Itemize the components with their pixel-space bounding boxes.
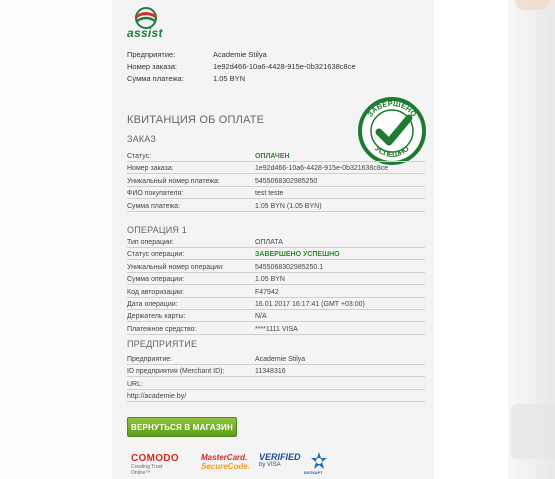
operation-row: [127, 249, 425, 260]
operation-row-key: Дата операции:: [127, 301, 178, 308]
order-row: [127, 163, 425, 174]
summary-value: 1e92d466-10a6-4428-915e-0b321638c8ce: [213, 62, 356, 71]
merchant-row: [127, 379, 425, 390]
decorative-corner: [515, 0, 549, 10]
operation-row-key: Держатель карты:: [127, 313, 186, 321]
payment-summary: [127, 49, 356, 85]
order-row-value: 5455068302985250: [255, 177, 318, 185]
back-to-shop-button[interactable]: ВЕРНУТЬСЯ В МАГАЗИН: [127, 417, 237, 437]
order-row-key: Номер заказа:: [127, 165, 174, 173]
summary-value: Academie Stilya: [213, 50, 267, 59]
order-section-title: ЗАКАЗ: [127, 134, 157, 144]
left-background: [0, 0, 112, 479]
order-row-key: Уникальный номер платежа:: [127, 177, 220, 185]
stamp-top-text: ЗАВЕРШЕНО: [365, 98, 419, 119]
operation-row-key: Сумма операции:: [127, 276, 185, 284]
operation-row-value: ****1111 VISA: [255, 325, 298, 333]
summary-key: Предприятие:: [127, 50, 176, 59]
summary-key: Сумма платежа:: [127, 74, 184, 83]
summary-row: [127, 49, 356, 61]
operation-row: [127, 262, 425, 273]
operation-row: [127, 274, 425, 285]
order-row: [127, 201, 425, 212]
operation-row-key: Тип операции:: [127, 239, 174, 246]
belcard-icon: [309, 451, 329, 471]
stamp-bottom-text: УСПЕШНО: [373, 143, 411, 160]
belcard-label: БЕЛКАРТ: [304, 470, 323, 475]
operation-row: [127, 287, 425, 298]
order-row: [127, 176, 425, 187]
order-row: [127, 188, 425, 199]
merchant-row-value: 11348316: [255, 368, 286, 376]
operation-row-value: ЗАВЕРШЕНО УСПЕШНО: [255, 251, 340, 259]
verified-by-visa-badge: VERIFIED by VISA: [259, 452, 301, 468]
order-row-value: ОПЛАЧЕН: [255, 153, 290, 160]
order-row: [127, 151, 425, 162]
summary-row: [127, 61, 356, 73]
operation-row: [127, 299, 425, 310]
operation-row-value: 1.05 BYN: [255, 276, 285, 284]
merchant-row-key: http://academie.by/: [127, 393, 187, 401]
merchant-row-key: URL:: [127, 380, 143, 388]
operation-row-key: Статус операции:: [127, 251, 185, 259]
operation-row: [127, 324, 425, 335]
operation-section-title: ОПЕРАЦИЯ 1: [127, 225, 188, 235]
operation-row-key: Код авторизации:: [127, 288, 185, 296]
merchant-row-key: Предприятие:: [127, 356, 173, 363]
order-row-key: ФИО покупателя:: [127, 190, 184, 198]
merchant-row-value: Academie Stilya: [255, 356, 306, 363]
operation-row-value: 5455068302985250.1: [255, 263, 324, 271]
operation-row-value: 16.01.2017 16:17:41 (GMT +03:00): [255, 301, 365, 308]
merchant-row: [127, 391, 425, 402]
operation-row-key: Платежное средство:: [127, 325, 197, 333]
merchant-row: [127, 366, 425, 377]
merchant-section-title: ПРЕДПРИЯТИЕ: [127, 339, 198, 349]
order-row-value: 1.05 BYN (1.05 BYN): [255, 202, 322, 210]
order-row-key: Статус:: [127, 153, 152, 160]
assist-logo-text: assist: [127, 26, 163, 40]
operation-row-key: Уникальный номер операции:: [127, 263, 224, 271]
order-row-value: test teste: [255, 190, 284, 198]
order-row-key: Сумма платежа:: [127, 202, 181, 210]
merchant-row: [127, 354, 425, 365]
operation-row-value: N/A: [255, 313, 267, 321]
comodo-badge: COMODO Creating Trust Online™: [131, 453, 179, 476]
operation-row: [127, 237, 425, 248]
operation-row: [127, 311, 425, 322]
summary-row: [127, 73, 356, 85]
operation-row-value: ОПЛАТА: [255, 239, 283, 246]
summary-value: 1.05 BYN: [213, 74, 246, 83]
operation-row-value: F47942: [255, 288, 279, 296]
decorative-corner: [511, 404, 555, 459]
receipt-title: КВИТАНЦИЯ ОБ ОПЛАТЕ: [127, 114, 265, 126]
order-row-value: 1e92d466-10a6-4428-915e-0b321638c8ce: [255, 165, 389, 173]
merchant-row-key: ID предприятия (Merchant ID):: [127, 368, 225, 376]
mastercard-securecode-badge: MasterCard. SecureCode.: [201, 453, 250, 471]
summary-key: Номер заказа:: [127, 62, 178, 71]
